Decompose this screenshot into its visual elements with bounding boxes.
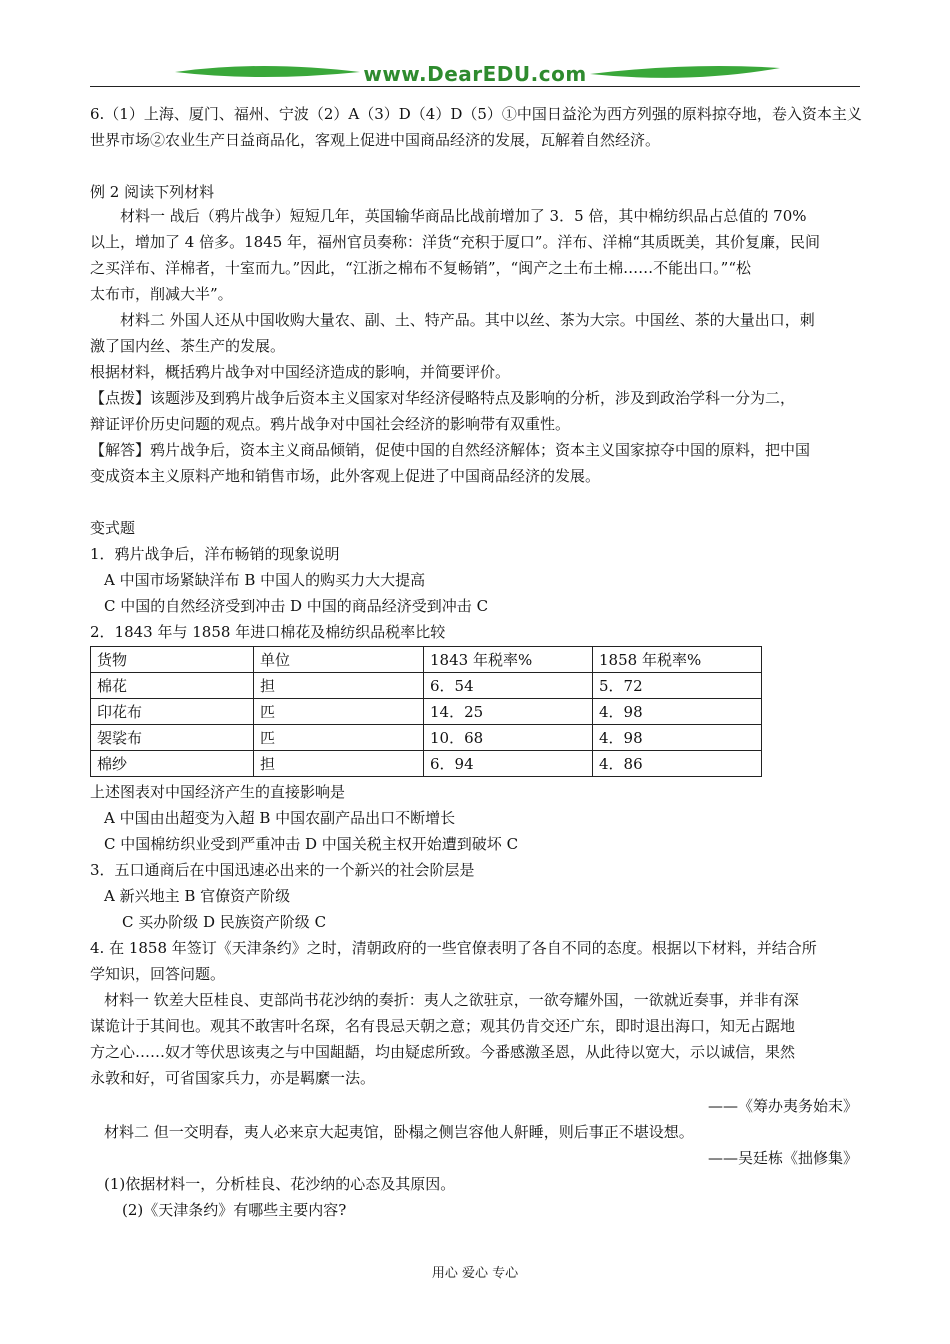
table-row [91, 751, 762, 777]
table-cell: 担 [254, 751, 424, 777]
table-cell: 担 [254, 673, 424, 699]
example2-material2-line-2: 激了国内丝、茶生产的发展。 [90, 337, 286, 355]
example2-answer-line-2: 变成资本主义原料产地和销售市场，此外客观上促进了中国商品经济的发展。 [90, 467, 601, 485]
q3-options-a: A 新兴地主 B 官僚资产阶级 [104, 887, 291, 905]
answer6-line-1: 6.（1）上海、厦门、福州、宁波（2）A（3）D（4）D（5）①中国日益沦为西方列强的原料掠夺地，卷入资本主义 [90, 105, 862, 123]
table-cell: 14．25 [424, 699, 593, 725]
table-cell: 5．72 [593, 673, 762, 699]
example2-material1-line-1: 材料一 战后（鸦片战争）短短几年，英国输华商品比战前增加了 3．5 倍，其中棉纺织品占总值的 70% [120, 207, 807, 225]
q4-source2: ——吴廷栋《拙修集》 [707, 1149, 858, 1167]
example2-title: 例 2 阅读下列材料 [90, 183, 215, 201]
table-cell: 10．68 [424, 725, 593, 751]
table-cell: 袈裟布 [91, 725, 254, 751]
table-header-cell: 1858 年税率% [593, 647, 762, 673]
q4-material1-line-2: 谋诡计于其间也。观其不敢害叶名琛，名有畏忌天朝之意；观其仍肯交还广东，即时退出海口，知无占踞地 [90, 1017, 796, 1035]
example2-hint-line-2: 辩证评价历史问题的观点。鸦片战争对中国社会经济的影响带有双重性。 [90, 415, 571, 433]
q3-stem: 3．五口通商后在中国迅速必出来的一个新兴的社会阶层是 [90, 861, 475, 879]
site-logo-text: www.DearEDU.com [363, 62, 587, 86]
table-header-cell: 单位 [254, 647, 424, 673]
table-cell: 4．86 [593, 751, 762, 777]
q4-stem-line-1: 4. 在 1858 年签订《天津条约》之时，清朝政府的一些官僚表明了各自不同的态度。根据以下材料，并结合所 [90, 939, 817, 957]
example2-material1-line-2: 以上，增加了 4 倍多。1845 年，福州官员奏称：洋货“充积于厦口”。洋布、洋棉“其质既美，其价复廉，民间 [90, 233, 821, 251]
q2-options-a: A 中国由出超变为入超 B 中国农副产品出口不断增长 [104, 809, 456, 827]
example2-material1-line-4: 太布市，削减大半”。 [90, 285, 233, 303]
q4-material2: 材料二 但一交明春，夷人必来京大起夷馆，卧榻之侧岂容他人鼾睡，则后事正不堪设想。 [104, 1123, 694, 1141]
table-cell: 6．54 [424, 673, 593, 699]
page-footer: 用心 爱心 专心 [431, 1266, 519, 1281]
q4-sub2: (2)《天津条约》有哪些主要内容? [122, 1201, 347, 1219]
table-row [91, 725, 762, 751]
table-cell: 6．94 [424, 751, 593, 777]
header-rule [90, 86, 860, 87]
table-header-row [91, 647, 762, 673]
variants-title: 变式题 [90, 519, 136, 537]
answer6-line-2: 世界市场②农业生产日益商品化，客观上促进中国商品经济的发展，瓦解着自然经济。 [90, 131, 661, 149]
example2-material2-line-1: 材料二 外国人还从中国收购大量农、副、土、特产品。其中以丝、茶为大宗。中国丝、茶的大量出口，刺 [120, 311, 815, 329]
q2-stem: 2．1843 年与 1858 年进口棉花及棉纺织品税率比较 [90, 623, 446, 641]
q2-question: 上述图表对中国经济产生的直接影响是 [90, 783, 346, 801]
table-cell: 印花布 [91, 699, 254, 725]
q1-options-b: C 中国的自然经济受到冲击 D 中国的商品经济受到冲击 C [104, 597, 489, 615]
example2-material1-line-3: 之买洋布、洋棉者，十室而九。”因此，“江浙之棉布不复畅销”，“闽产之土布土棉……不能出口。”“松 [90, 259, 752, 277]
table-cell: 匹 [254, 725, 424, 751]
q1-stem: 1．鸦片战争后，洋布畅销的现象说明 [90, 545, 340, 563]
q1-options-a: A 中国市场紧缺洋布 B 中国人的购买力大大提高 [104, 571, 426, 589]
table-header-cell: 货物 [91, 647, 254, 673]
q4-material1-line-3: 方之心……奴才等伏思该夷之与中国龃龉，均由疑虑所致。今番感激圣恩，从此待以宽大，示以诚信，果然 [90, 1043, 796, 1061]
table-cell: 4．98 [593, 725, 762, 751]
table-cell: 4．98 [593, 699, 762, 725]
q3-options-b: C 买办阶级 D 民族资产阶级 C [122, 913, 327, 931]
example2-answer-line-1: 【解答】鸦片战争后，资本主义商品倾销，促使中国的自然经济解体；资本主义国家掠夺中国的原料，把中国 [90, 441, 811, 459]
tariff-table [90, 646, 762, 777]
table-header-cell: 1843 年税率% [424, 647, 593, 673]
table-cell: 棉纱 [91, 751, 254, 777]
table-row [91, 673, 762, 699]
q2-options-b: C 中国棉纺织业受到严重冲击 D 中国关税主权开始遭到破坏 C [104, 835, 519, 853]
table-cell: 棉花 [91, 673, 254, 699]
q4-material1-line-4: 永敦和好，可省国家兵力，亦是羁縻一法。 [90, 1069, 376, 1087]
q4-stem-line-2: 学知识，回答问题。 [90, 965, 226, 983]
table-row [91, 699, 762, 725]
q4-sub1: (1)依据材料一，分析桂良、花沙纳的心态及其原因。 [104, 1175, 456, 1193]
example2-hint-line-1: 【点拨】该题涉及到鸦片战争后资本主义国家对华经济侵略特点及影响的分析，涉及到政治学科一分为二， [90, 389, 796, 407]
example2-question: 根据材料，概括鸦片战争对中国经济造成的影响，并简要评价。 [90, 363, 511, 381]
q4-material1-line-1: 材料一 钦差大臣桂良、吏部尚书花沙纳的奏折：夷人之欲驻京，一欲夸耀外国，一欲就近奏事，并非有深 [104, 991, 799, 1009]
table-cell: 匹 [254, 699, 424, 725]
q4-source1: ——《筹办夷务始末》 [707, 1097, 858, 1115]
